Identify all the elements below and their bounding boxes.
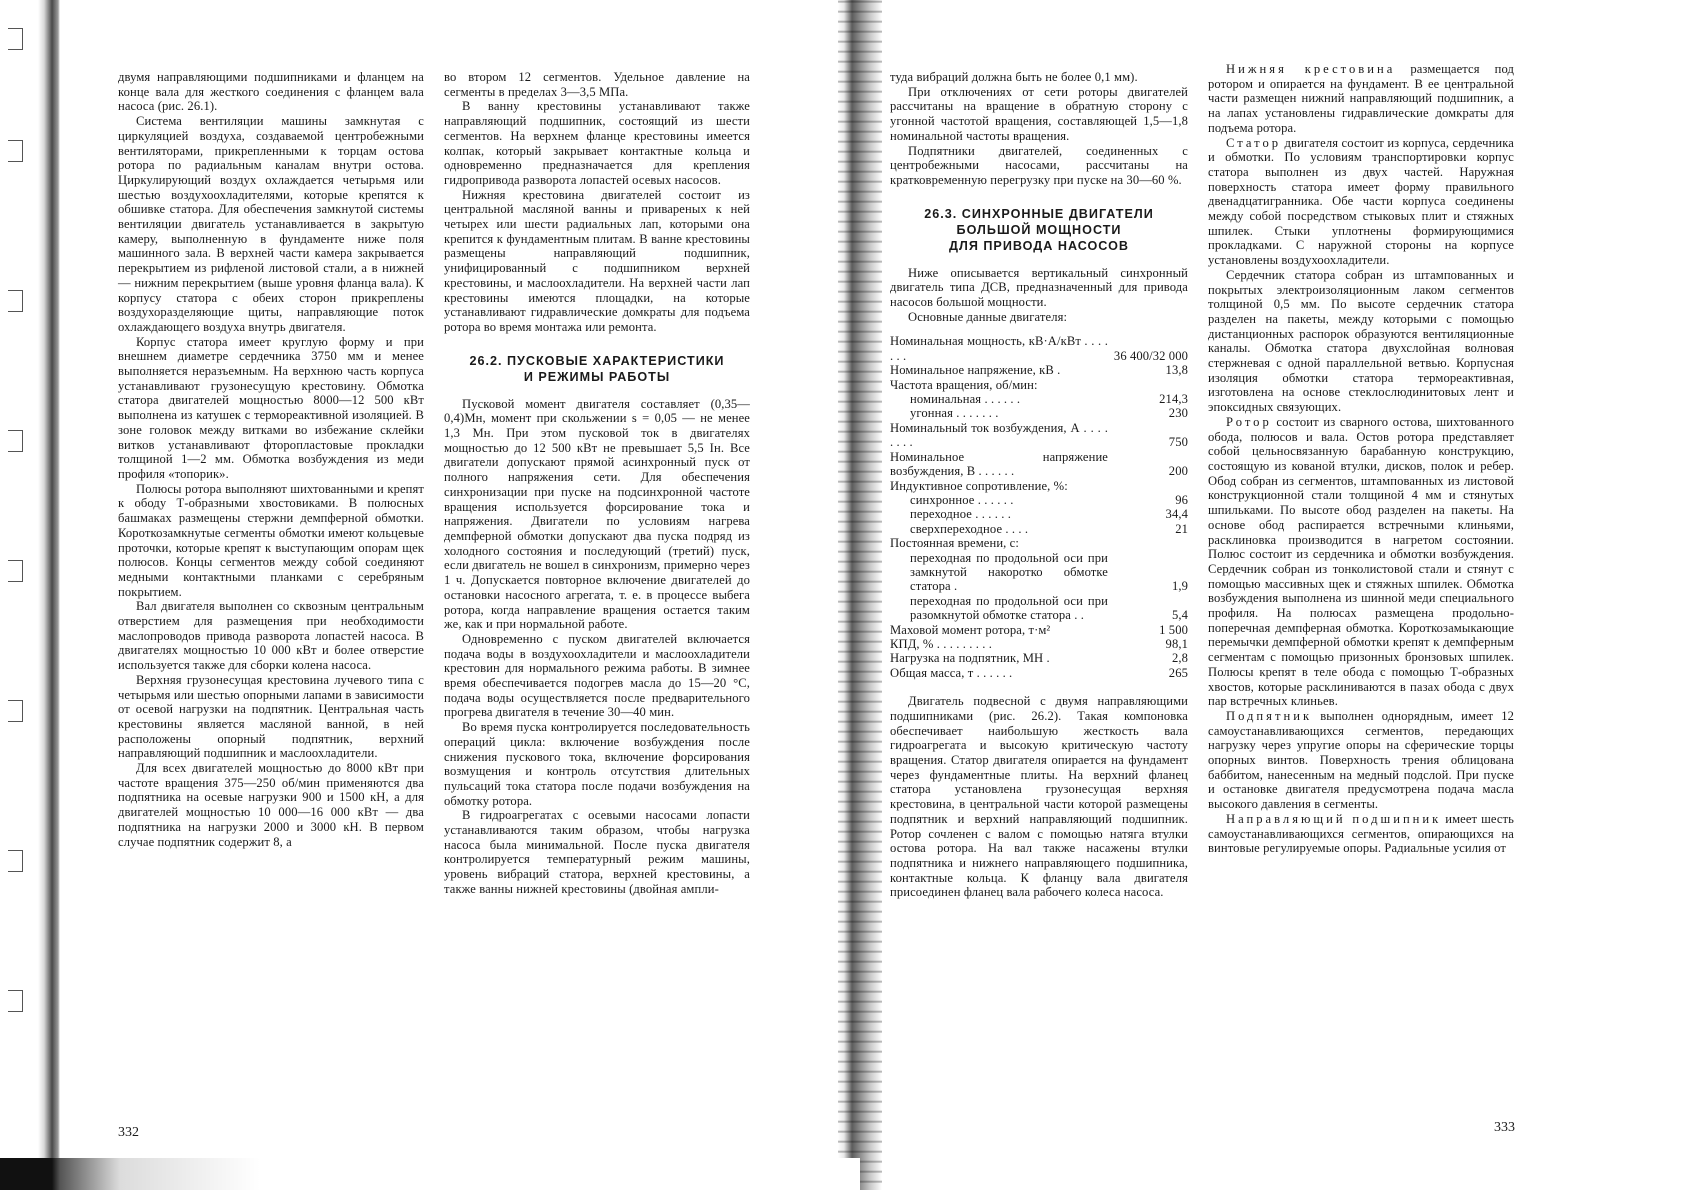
spec-label: синхронное . . . . . . xyxy=(910,492,1014,507)
column-3-bottom xyxy=(890,694,1188,900)
paragraph-text: выполнен однорядным, имеет 12 самоустанавливающихся сегментов, передающих нагрузку через упругие опоры на сферические торцы опорных винтов. Поверхность трения облицована баббитом, нанесенным на медный подслой. При пуске и остановке двигателя предусмотрена подача масла высокого давления в сегменты. xyxy=(1208,708,1514,812)
spec-label: Номинальная мощность, кВ·А/кВт . . . . . . . xyxy=(890,334,1108,363)
spec-label: переходная по продольной оси при замкнутой накоротко обмотке статора . xyxy=(910,550,1108,594)
paragraph-text: размещается под ротором и опирается на фундамент. В ее центральной части размещен нижний направляющий подшипник, а на лапах установлены гидравлические домкраты для подъема ротора. xyxy=(1208,62,1514,135)
page-number: 332 xyxy=(118,1125,139,1140)
spec-value: 36 400/32 000 xyxy=(1113,348,1188,363)
heading-line: 26.2. ПУСКОВЫЕ ХАРАКТЕРИСТИКИ xyxy=(469,353,725,368)
spec-label: Индуктивное сопротивление, %: xyxy=(890,478,1068,493)
paragraph: Одновременно с пуском двигателей включается подача воды в воздухоохладители и маслоохладители крестовин для нормального режима работы. В зимнее время обеспечивается подогрев масла до 15—20 °С, подача воды осуществляется после предварительного прогрева двигателя в течение 30—40 мин. xyxy=(444,631,750,720)
paragraph xyxy=(1208,136,1514,268)
spec-label: КПД, % . . . . . . . . . xyxy=(890,636,992,651)
spec-row xyxy=(890,421,1188,450)
spaced-term: Ротор xyxy=(1226,414,1272,429)
paragraph xyxy=(1208,812,1514,856)
spec-label: переходное . . . . . . xyxy=(910,507,1011,522)
spec-value: 13,8 xyxy=(1165,363,1188,378)
column-3-intro xyxy=(890,266,1188,325)
spec-label: Частота вращения, об/мин: xyxy=(890,377,1038,392)
spec-value: 98,1 xyxy=(1165,636,1188,651)
spec-value: 230 xyxy=(1168,406,1188,421)
paragraph: Ниже описывается вертикальный синхронный двигатель типа ДСВ, предназначенный для привода насосов большой мощности. xyxy=(890,265,1188,310)
paragraph: Корпус статора имеет круглую форму и при внешнем диаметре сердечника 3750 мм и менее выполняется неразъемным. На верхнюю часть корпуса устанавливают грузонесущую крестовину. Обмотка статора двигателей мощностью 8000—12 500 кВт выполнена из катушек с термореактивной изоляцией. В зоне головок между витками во избежание склейки витков устанавливают фторопластовые прокладки толщиной 1—2 мм. Обмотка возбуждения из меди профиля «топорик». xyxy=(118,334,424,481)
spec-row xyxy=(890,623,1188,637)
spec-row xyxy=(890,507,1188,521)
spec-label: Маховой момент ротора, т·м² xyxy=(890,622,1051,637)
column-2 xyxy=(444,70,750,897)
spec-row xyxy=(890,522,1188,536)
paragraph-text: двигателя состоит из корпуса, сердечника и обмотки. По условиям транспортировки корпус статора выполнен из двух частей. Наружная поверхность статора имеет форму правильного двенадцатигранника. Обе части корпуса соединены между собой посредством стыковых плит и стяжных шпилек. Стыки уплотнены формирующимися прокладками. С наружной стороны на корпусе установлены воздухоохладители. xyxy=(1208,135,1514,268)
spec-value: 1,9 xyxy=(1171,579,1188,594)
column-3-top xyxy=(890,70,1188,188)
paragraph xyxy=(1208,709,1514,812)
spec-row xyxy=(890,666,1188,680)
paragraph: В ванну крестовины устанавливают также направляющий подшипник, состоящий из шести сегментов. На верхнем фланце крестовины имеется колпак, который закрывает контактные кольца и одновременно предназначается для крепления гидропривода разворота лопастей осевых насосов. xyxy=(444,99,750,187)
paragraph: туда вибраций должна быть не более 0,1 мм). xyxy=(890,70,1138,84)
spec-row xyxy=(890,637,1188,651)
spec-label: сверхпереходное . . . . xyxy=(910,521,1029,536)
spec-row xyxy=(890,363,1188,377)
heading-line: БОЛЬШОЙ МОЩНОСТИ xyxy=(956,222,1122,237)
spec-row xyxy=(890,594,1188,623)
spec-label: переходная по продольной оси при разомкнутой обмотке статора . . xyxy=(910,593,1108,623)
spec-value: 21 xyxy=(1175,521,1188,536)
paragraph-text: имеет шесть самоустанавливающихся сегментов, опирающихся на винтовые регулируемые опоры. Радиальные усилия от xyxy=(1208,811,1515,856)
spec-label: Общая масса, т . . . . . . xyxy=(890,665,1013,680)
spec-value xyxy=(1108,536,1188,550)
heading-line: ДЛЯ ПРИВОДА НАСОСОВ xyxy=(949,238,1129,253)
column-4 xyxy=(1208,62,1514,856)
spec-row xyxy=(890,392,1188,406)
spec-value: 96 xyxy=(1175,492,1188,507)
paragraph: Подпятники двигателей, соединенных с центробежными насосами, рассчитаны на кратковременную перегрузку при пуске на 30—60 %. xyxy=(890,143,1188,187)
paragraph: Во время пуска контролируется последовательность операций цикла: включение возбуждения после снижения пускового тока, включение форсирования возмущения и контроль отсутствия длительных пульсаций тока статора после подачи возбуждения на обмотку ротора. xyxy=(444,720,750,808)
spec-value: 265 xyxy=(1168,665,1188,680)
spaced-term: Нижняя крестовина xyxy=(1226,62,1396,76)
spec-row xyxy=(890,406,1188,420)
right-page xyxy=(860,0,1683,1190)
page-number: 333 xyxy=(1494,1120,1515,1135)
section-heading-26-3 xyxy=(890,206,1188,254)
paragraph: Пусковой момент двигателя составляет (0,35—0,4)Mн, момент при скольжении s = 0,05 — не менее 1,3 Mн. При этом пусковой ток в двигателях мощностью до 12 500 кВт не превышает 5,5 Iн. Все двигатели допускают прямой асинхронный пуск от полного напряжения сети. Для обеспечения синхронизации при пуске на подсинхронной частоте вращения используется форсирование тока и напряжения. Двигатели по условиям нагрева демпферной обмотки допускают два пуска подряд из холодного состояния и последующий (третий) пуск, если двигатель не вошел в синхронизм, примерно через 1 ч. Допускается повторное включение двигателей до остановки насосного агрегата, т. е. в процессе выбега ротора, когда направление вращения остается таким же, как и при нормальной работе. xyxy=(444,396,750,632)
spec-label: номинальная . . . . . . xyxy=(910,392,1021,407)
spec-label: Номинальное напряжение возбуждения, В . . . . . . xyxy=(890,449,1108,479)
spec-row xyxy=(890,551,1188,594)
spec-row xyxy=(890,536,1188,550)
spec-row xyxy=(890,493,1188,507)
spec-row xyxy=(890,479,1188,493)
spec-value: 2,8 xyxy=(1171,651,1188,666)
spec-label: Номинальный ток возбуждения, А . . . . . . . . xyxy=(890,420,1108,450)
paragraph: Двигатель подвесной с двумя направляющими подшипниками (рис. 26.2). Такая компоновка обеспечивает наибольшую жесткость вала гидроагрегата и высокую критическую частоту вращения. Статор двигателя опирается на фундамент через фундаментные плиты. На верхний фланец статора установлена грузонесущая верхняя крестовина, в центральной части которой размещены подпятник и верхний направляющий подшипник. Ротор сочленен с валом с помощью натяга втулки остова ротора. На вал также насажены втулки подпятника и нижнего направляющего подшипника, контактные кольца. К фланцу вала двигателя присоединен фланец вала рабочего колеса насоса. xyxy=(890,694,1188,900)
spec-value: 5,4 xyxy=(1171,608,1188,623)
column-3 xyxy=(890,70,1188,900)
spec-row xyxy=(890,450,1188,479)
paragraph: Для всех двигателей мощностью до 8000 кВт при частоте вращения 375—250 об/мин применяются два подпятника на осевые нагрузки 900 и 1500 кН, а для двигателей мощностью 10 000—16 000 кВт — два подпятника на нагрузки 2000 и 3000 кН. В первом случае подпятник содержит 8, а xyxy=(118,761,424,849)
heading-line: И РЕЖИМЫ РАБОТЫ xyxy=(523,369,671,384)
paragraph: Нижняя крестовина двигателей состоит из центральной масляной ванны и привареных к ней четырех или шести радиальных лап, которыми она крепится к фундаментным плитам. В ванне крестовины размещены направляющий подшипник, унифицированный с подшипником верхней крестовины, и маслоохладители. На верхней части лап крестовины имеются площадки, на которые устанавливают гидравлические домкраты для подъема ротора во время монтажа или ремонта. xyxy=(444,187,750,334)
specs-table xyxy=(890,334,1188,680)
paragraph xyxy=(1208,62,1514,136)
spec-value: 200 xyxy=(1168,464,1188,479)
paragraph: Верхняя грузонесущая крестовина лучевого типа с четырьмя или шестью опорными лапами в зависимости от осевой нагрузки на подпятник. Центральная часть крестовины является масляной ванной, в ней расположены опорный подпятник, верхний направляющий подшипник и маслоохладители. xyxy=(118,672,424,761)
spec-value: 34,4 xyxy=(1165,507,1188,522)
paragraph-text: состоит из сварного остова, шихтованного обода, полюсов и вала. Остов ротора представляет собой цельносвязанную барабанную конструкцию, состоящую из кованой втулки, дисков, полок и ребер. Обод собран из сегментов, штампованных из листовой конструкционной стали толщиной 4 мм и стянутых шпильками. По высоте обод разделен на пакеты. На основе обод распирается встречными клиньями, расклиновка производится в нагретом состоянии. Полюс состоит из сердечника и обмотки возбуждения. Сердечник собран из тонколистовой стали и стянут с помощью массивных щек и стяжных шпилек. Обмотка возбуждения выполнена из шинной меди специального профиля. На полюсах размещена продольно-поперечная демпферная обмотка. Короткозамыкающие перемычки демпферной обмотки крепят к демпферным сегментам с помощью призонных бронзовых шпилек. Полюсы крепят в теле обода с помощью Т-образных хвостов, которые расклиниваются в пазах обода с двух пар встречных клиньев. xyxy=(1208,414,1514,709)
spec-row xyxy=(890,378,1188,392)
paragraph-text: Сердечник статора собран из штампованных и покрытых электроизоляционным лаком сегментов толщиной 0,5 мм. По высоте сердечник статора разделен на пакеты, между которыми с помощью дистанционных распорок образуются вентиляционные каналы. Обмотка статора двухслойная волновая стержневая с одной параллельной ветвью. Корпусная изоляция обмотки статора термореактивная, изготовлена на основе стеклослюдинитовых лент и эпоксидных связующих. xyxy=(1208,267,1514,415)
paragraph: Система вентиляции машины замкнутая с циркуляцией воздуха, создаваемой центробежными вентиляторами, прикрепленными к торцам остова ротора по радиальным каналам внутри остова. Циркулирующий воздух охлаждается четырьмя или шестью воздухоохладителями, которые крепятся к обшивке статора. Для обеспечения замкнутой системы вентиляции двигатель устанавливается в закрытую камеру, выполненную в фундаменте ниже поля машинного зала. В верхней части камера закрывается перекрытием из рифленой листовой стали, а в нижней — нижним перекрытием (выше уровня фланца вала). К корпусу статора с обеих сторон прикреплены воздухоразделяющие щиты, направляющие поток охлаждающего воздуха внутрь двигателя. xyxy=(118,114,424,334)
spec-value xyxy=(1108,479,1188,493)
paragraph: Вал двигателя выполнен со сквозным центральным отверстием для размещения при необходимости маслопроводов привода разворота лопастей насоса. В двигателях мощностью 10 000 кВт и более отверстие используется также для сборки колена насоса. xyxy=(118,599,424,673)
paragraph xyxy=(1208,415,1514,709)
spaced-term: Статор xyxy=(1226,135,1282,150)
spec-label: Постоянная времени, с: xyxy=(890,536,1019,551)
spec-row xyxy=(890,651,1188,665)
spec-value: 1 500 xyxy=(1159,622,1188,637)
spaced-term: Подпятник xyxy=(1226,708,1313,723)
spaced-term: Направляющий подшипник xyxy=(1226,811,1442,826)
spec-label: угонная . . . . . . . xyxy=(910,406,999,421)
paragraph: При отключениях от сети роторы двигателей рассчитаны на вращение в обратную сторону с угонной частотой вращения, составляющей 1,5—1,8 номинальной частоты вращения. xyxy=(890,84,1188,143)
paragraph xyxy=(1208,268,1514,415)
paragraph: Полюсы ротора выполняют шихтованными и крепят к ободу Т-образными хвостовиками. В полюсных башмаках размещены стержни демпферной обмотки. Короткозамкнутые сегменты обмотки имеют кольцевые проточки, которые крепят к выступающим опорам щек полюсов. Концы сегментов между собой соединяют медными контактными планками с серебряным покрытием. xyxy=(118,481,424,599)
paragraph: Основные данные двигателя: xyxy=(908,309,1068,324)
column-2-top xyxy=(444,70,750,335)
spec-value: 750 xyxy=(1168,435,1188,450)
paragraph: двумя направляющими подшипниками и фланцем на конце вала для жесткого соединения с фланцем вала насоса (рис. 26.1). xyxy=(118,70,424,114)
spec-value xyxy=(1108,378,1188,392)
section-heading-26-2 xyxy=(444,353,750,385)
paragraph: В гидроагрегатах с осевыми насосами лопасти устанавливаются таким образом, чтобы нагрузка насоса была минимальной. После пуска двигателя контролируется температурный режим машины, уровень вибраций статора, верхней крестовины, а также ванны нижней крестовины (двойная ампли- xyxy=(444,808,750,896)
column-1 xyxy=(118,70,424,849)
spec-value: 214,3 xyxy=(1159,392,1188,407)
column-2-bottom xyxy=(444,397,750,897)
spec-label: Номинальное напряжение, кВ . xyxy=(890,363,1061,378)
spec-label: Нагрузка на подпятник, МН . xyxy=(890,651,1050,666)
paragraph: во втором 12 сегментов. Удельное давление на сегменты в пределах 3—3,5 МПа. xyxy=(444,70,750,99)
heading-line: 26.3. СИНХРОННЫЕ ДВИГАТЕЛИ xyxy=(924,206,1154,221)
spec-row xyxy=(890,334,1188,363)
